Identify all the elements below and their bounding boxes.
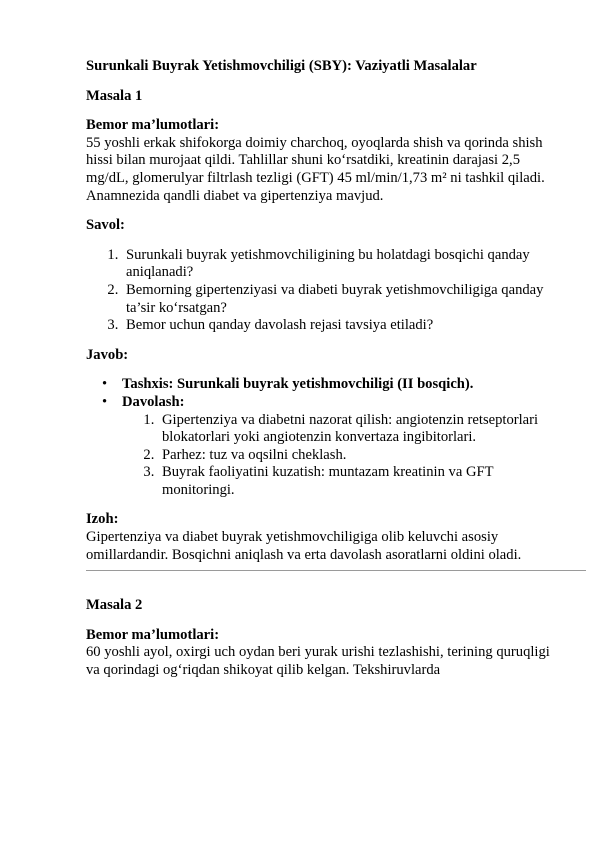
answer-item-treatment <box>102 393 556 500</box>
case2-patient-info <box>86 627 556 680</box>
answer-item-diagnosis <box>102 376 556 394</box>
case1-note-label: Izoh: <box>86 511 119 528</box>
case1-answer-list <box>86 376 556 499</box>
case1-note <box>86 511 556 564</box>
case2-patient-text: 60 yoshli ayol, oxirgi uch oydan beri yurak urishi tezlashishi, terining quruqligi va qorindagi og‘riqdan shikoyat qilib kelgan. Tekshiruvlarda <box>86 644 550 679</box>
bullet-icon: • <box>102 376 108 393</box>
case1-question-list <box>86 247 556 335</box>
answer-treatment-label: Davolash: <box>122 393 185 410</box>
case1-patient-info <box>86 117 556 205</box>
treatment-item: 3. Buyrak faoliyatini kuzatish: muntazam kreatinin va GFT monitoringi. <box>158 464 556 499</box>
case2-patient-label: Bemor ma’lumotlari: <box>86 626 220 643</box>
answer-diagnosis-text: Tashxis: Surunkali buyrak yetishmovchiligi (II bosqich). <box>122 376 474 393</box>
case1-heading: Masala 1 <box>86 87 143 104</box>
question-item: 2. Bemorning gipertenziyasi va diabeti buyrak yetishmovchiligiga qanday ta’sir ko‘rsatgan? <box>122 282 556 317</box>
document-title: Surunkali Buyrak Yetishmovchiligi (SBY): Vaziyatli Masalalar <box>86 58 477 74</box>
question-item: 1. Surunkali buyrak yetishmovchiligining bu holatdagi bosqichi qanday aniqlanadi? <box>122 247 556 282</box>
treatment-item: 2. Parhez: tuz va oqsilni cheklash. <box>158 447 556 465</box>
bullet-icon: • <box>102 393 108 410</box>
section-divider <box>86 570 586 571</box>
case1-patient-text: 55 yoshli erkak shifokorga doimiy charchoq, oyoqlarda shish va qorinda shish hissi bilan murojaat qildi. Tahlillar shuni ko‘rsatdiki, kreatinin darajasi 2,5 mg/dL, glomerulyar filtrlash tezligi (GFT) 45 ml/min/1,73 m² ni tashkil qiladi. Anamnezida qandli diabet va gipertenziya mavjud. <box>86 134 545 204</box>
question-item: 3. Bemor uchun qanday davolash rejasi tavsiya etiladi? <box>122 317 556 335</box>
document-content <box>86 58 556 680</box>
case1-note-text: Gipertenziya va diabet buyrak yetishmovchiligiga olib keluvchi asosiy omillardandir. Bosqichni aniqlash va erta davolash asoratlarni oldini oladi. <box>86 529 522 563</box>
case1-question-label: Savol: <box>86 217 125 234</box>
case1-patient-label: Bemor ma’lumotlari: <box>86 117 220 134</box>
case1-answer-label: Javob: <box>86 346 129 363</box>
treatment-list <box>122 412 556 500</box>
case2-heading: Masala 2 <box>86 597 143 614</box>
treatment-item: 1. Gipertenziya va diabetni nazorat qilish: angiotenzin retseptorlari blokatorlari yoki angiotenzin konvertaza ingibitorlari. <box>158 412 556 447</box>
